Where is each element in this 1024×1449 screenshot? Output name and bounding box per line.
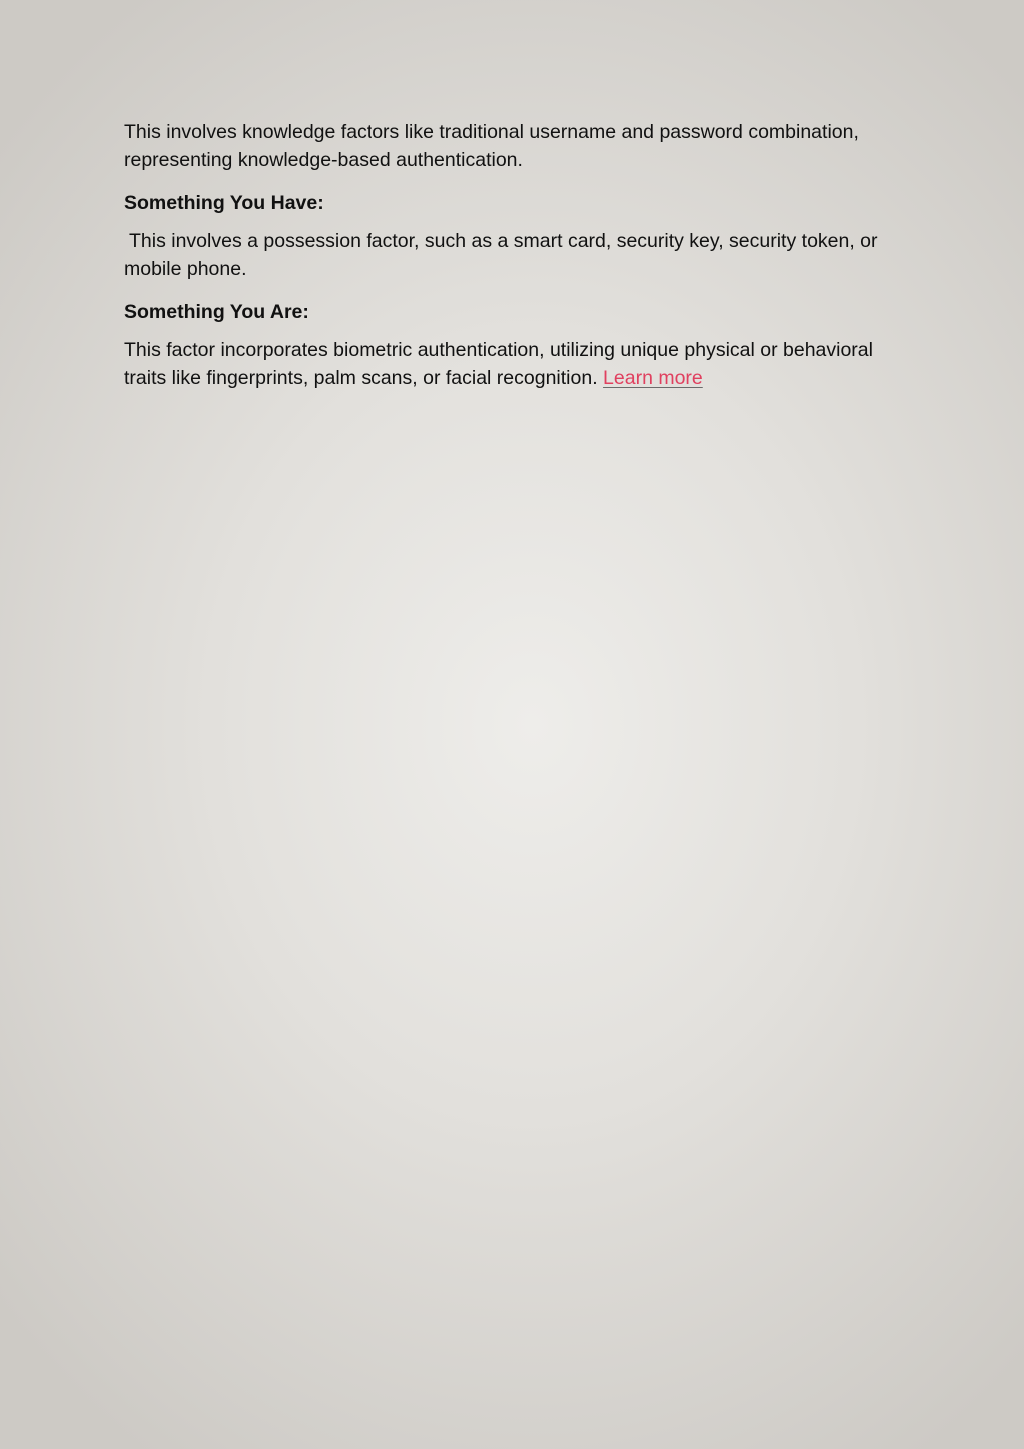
possession-factor-text: This involves a possession factor, such as a smart card, security key, security token, or mobile phone. (124, 230, 878, 280)
spacer (124, 326, 904, 337)
spacer (124, 217, 904, 228)
spacer (124, 174, 904, 190)
something-you-are-heading: Something You Are: (124, 301, 309, 323)
document-body (124, 119, 904, 392)
knowledge-factor-paragraph (124, 119, 904, 174)
knowledge-factor-text: This involves knowledge factors like traditional username and password combination, representing knowledge-based authentication. (124, 121, 859, 171)
biometric-factor-paragraph (124, 337, 904, 392)
possession-factor-paragraph (124, 228, 904, 283)
spacer (124, 283, 904, 299)
something-you-have-heading: Something You Have: (124, 192, 324, 214)
biometric-factor-text: This factor incorporates biometric authentication, utilizing unique physical or behavioral traits like fingerprints, palm scans, or facial recognition. (124, 339, 873, 389)
learn-more-link[interactable]: Learn more (603, 366, 703, 389)
